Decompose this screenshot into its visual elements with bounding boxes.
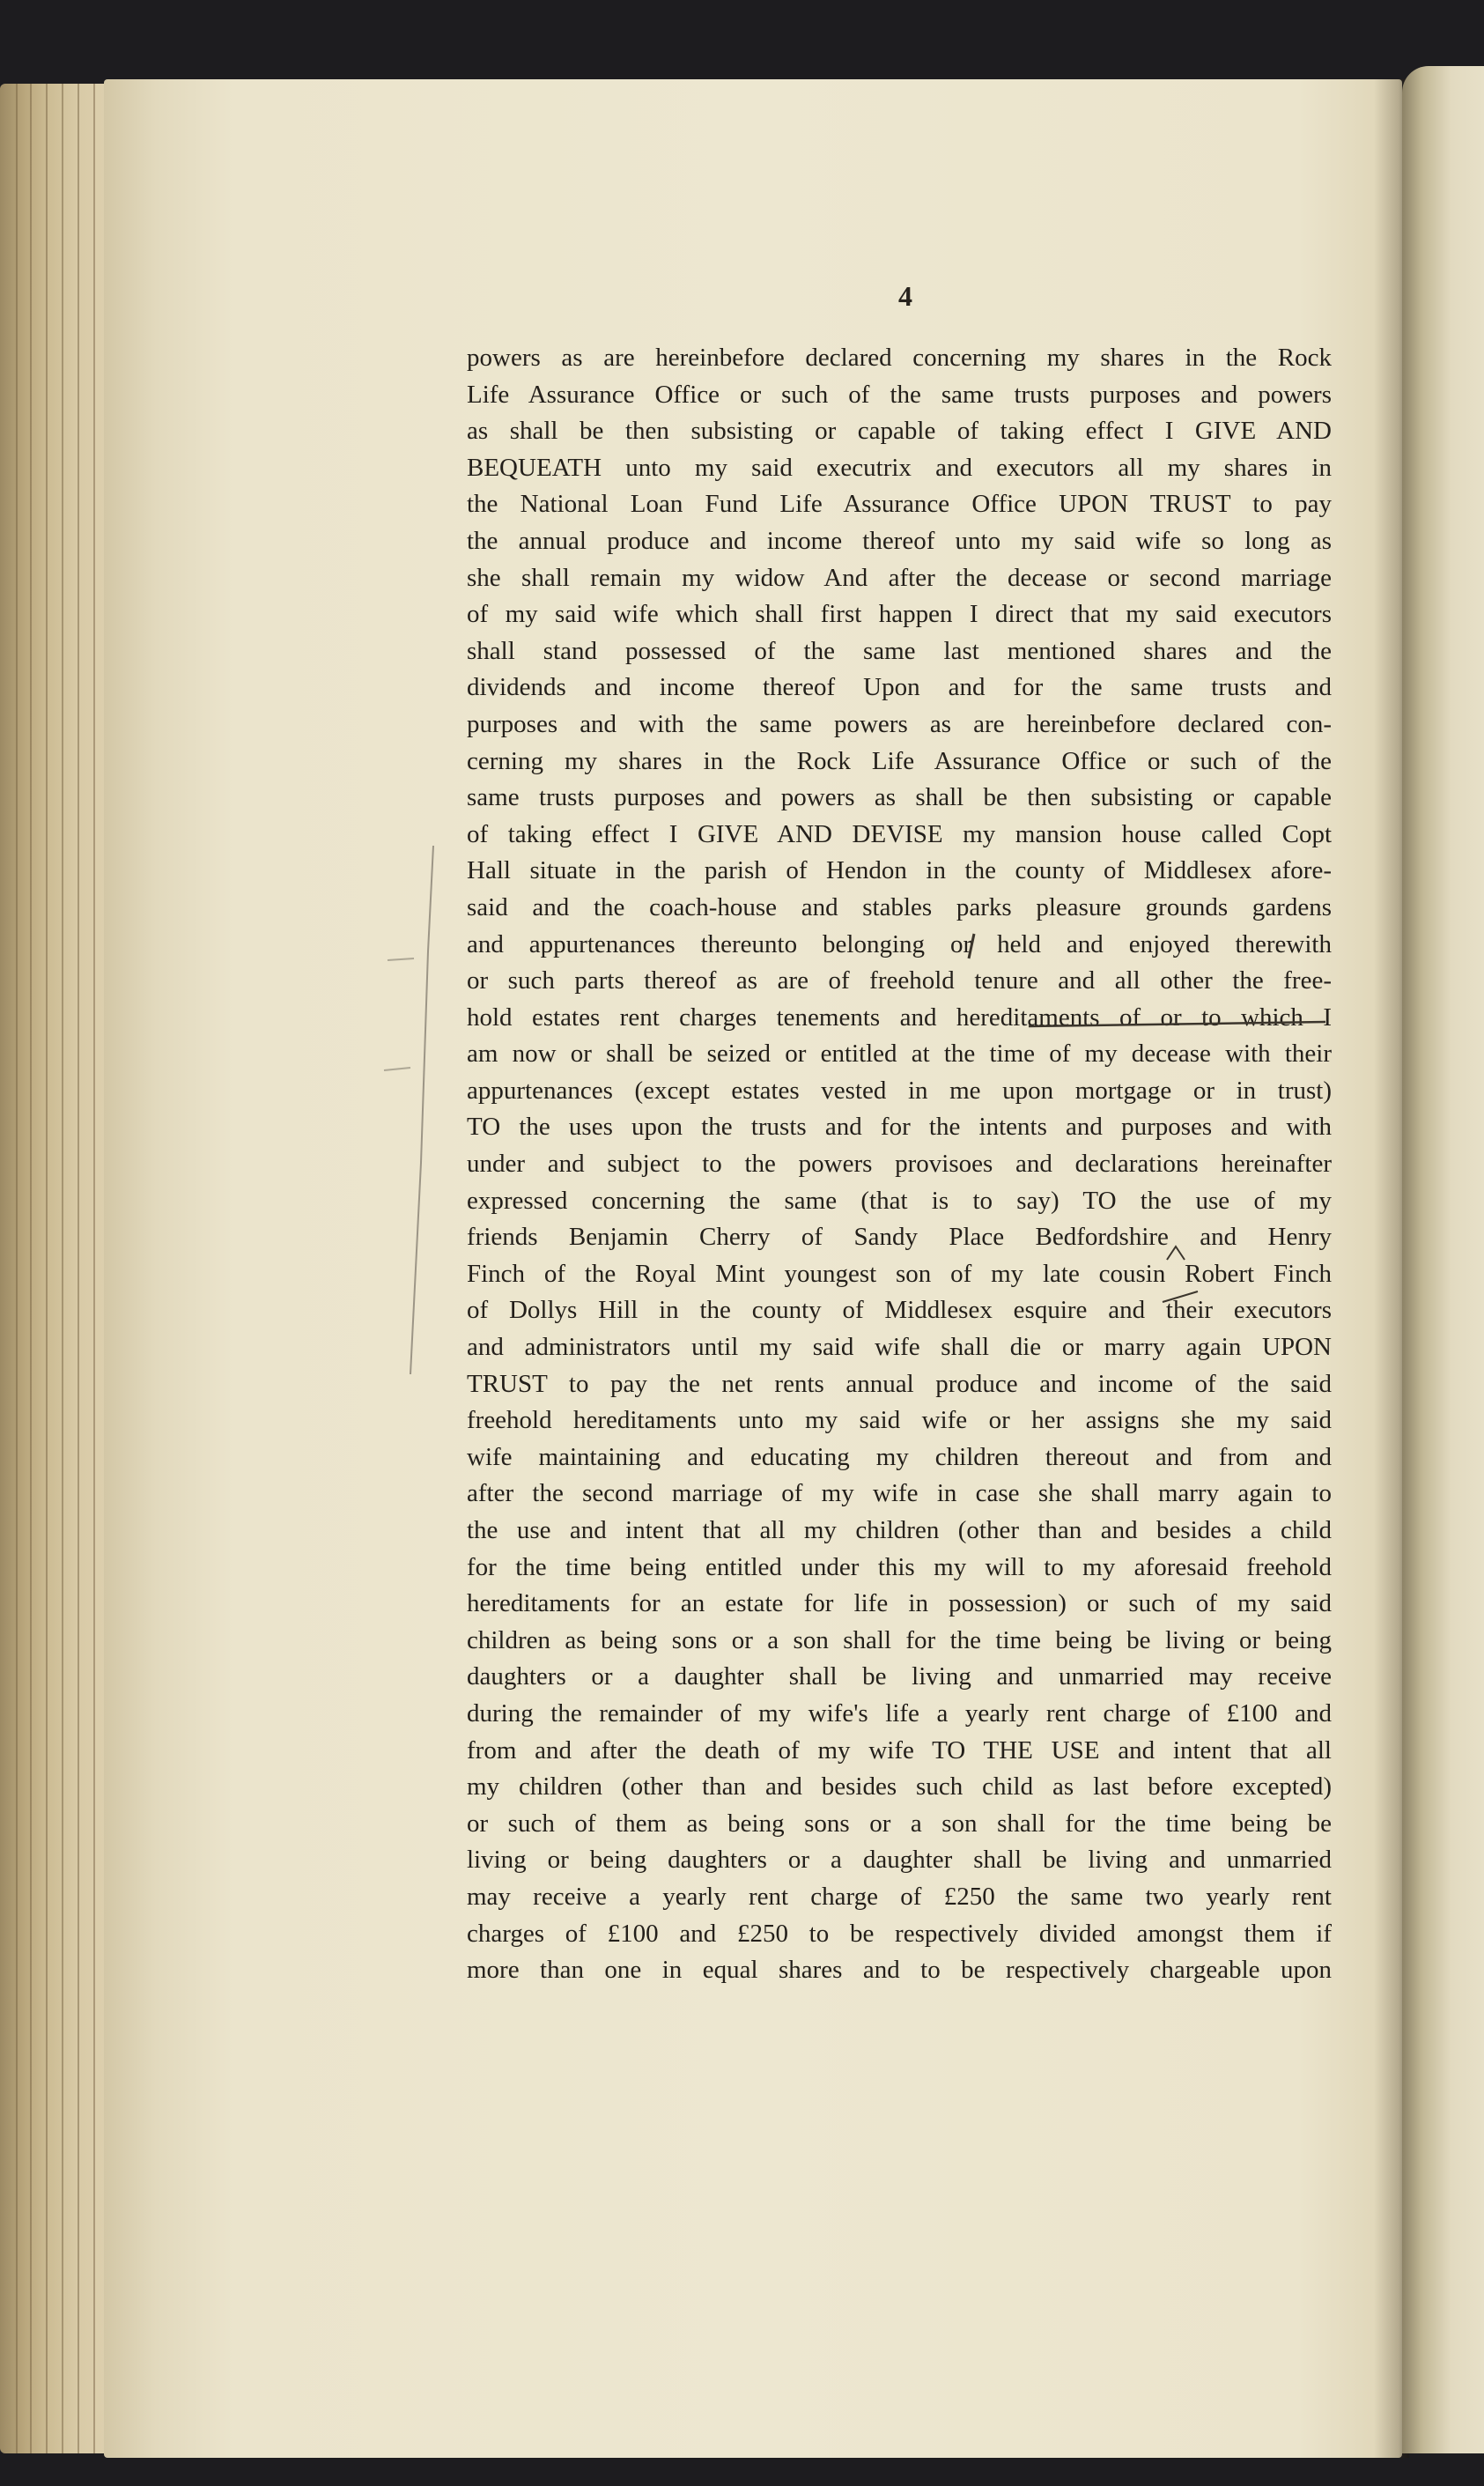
left-page-edges: [0, 84, 110, 2453]
text-line: BEQUEATH unto my said executrix and executors all my shares in: [467, 453, 1332, 482]
text-line: may receive a yearly rent charge of £250 the same two yearly rent: [467, 1882, 1332, 1911]
text-line: the annual produce and income thereof unto my said wife so long as: [467, 526, 1332, 555]
text-line: TRUST to pay the net rents annual produce and income of the said: [467, 1369, 1332, 1398]
text-line: after the second marriage of my wife in case she shall marry again to: [467, 1479, 1332, 1508]
text-line: as shall be then subsisting or capable of taking effect I GIVE AND: [467, 417, 1332, 446]
text-line: freehold hereditaments unto my said wife or her assigns she my said: [467, 1406, 1332, 1435]
text-line: same trusts purposes and powers as shall be then subsisting or capable: [467, 783, 1332, 812]
text-line: said and the coach-house and stables parks pleasure grounds gardens: [467, 892, 1332, 921]
facing-page-edge: [1402, 66, 1484, 2453]
text-line: wife maintaining and educating my children thereout and from and: [467, 1442, 1332, 1471]
text-line: purposes and with the same powers as are hereinbefore declared con-: [467, 709, 1332, 738]
text-line: am now or shall be seized or entitled at the time of my decease with their: [467, 1040, 1332, 1069]
text-line: cerning my shares in the Rock Life Assurance Office or such of the: [467, 746, 1332, 775]
text-line: the use and intent that all my children (other than and besides a child: [467, 1516, 1332, 1544]
page-number: 4: [898, 280, 912, 312]
text-line: she shall remain my widow And after the decease or second marriage: [467, 563, 1332, 592]
text-line: children as being sons or a son shall for the time being be living or being: [467, 1625, 1332, 1654]
text-line: appurtenances (except estates vested in me upon mortgage or in trust): [467, 1076, 1332, 1105]
text-line: expressed concerning the same (that is to say) TO the use of my: [467, 1186, 1332, 1215]
text-line: charges of £100 and £250 to be respectively divided amongst them if: [467, 1919, 1332, 1948]
text-line: of my said wife which shall first happen I direct that my said executors: [467, 600, 1332, 629]
text-line: my children (other than and besides such child as last before excepted): [467, 1772, 1332, 1802]
text-line: for the time being entitled under this my will to my aforesaid freehold: [467, 1552, 1332, 1581]
text-line: living or being daughters or a daughter shall be living and unmarried: [467, 1846, 1332, 1875]
text-line: under and subject to the powers provisoes and declarations hereinafter: [467, 1150, 1332, 1179]
text-line: during the remainder of my wife's life a yearly rent charge of £100 and: [467, 1698, 1332, 1728]
text-line: TO the uses upon the trusts and for the intents and purposes and with: [467, 1113, 1332, 1142]
body-text: [467, 340, 1332, 1989]
text-line: Finch of the Royal Mint youngest son of my late cousin Robert Finch: [467, 1259, 1332, 1288]
text-line: or such of them as being sons or a son shall for the time being be: [467, 1809, 1332, 1838]
text-line: Life Assurance Office or such of the same trusts purposes and powers: [467, 380, 1332, 409]
text-line: shall stand possessed of the same last mentioned shares and the: [467, 636, 1332, 665]
text-line: hereditaments for an estate for life in possession) or such of my said: [467, 1589, 1332, 1618]
text-line: of Dollys Hill in the county of Middlesex esquire and their executors: [467, 1296, 1332, 1325]
text-line: and appurtenances thereunto belonging or held and enjoyed therewith: [467, 929, 1332, 958]
text-line: daughters or a daughter shall be living and unmarried may receive: [467, 1662, 1332, 1691]
text-line: the National Loan Fund Life Assurance Office UPON TRUST to pay: [467, 490, 1332, 519]
text-line: friends Benjamin Cherry of Sandy Place Bedfordshire and Henry: [467, 1223, 1332, 1252]
text-line: or such parts thereof as are of freehold tenure and all other the free-: [467, 966, 1332, 995]
text-line: from and after the death of my wife TO THE USE and intent that all: [467, 1735, 1332, 1765]
text-line: of taking effect I GIVE AND DEVISE my mansion house called Copt: [467, 819, 1332, 848]
text-line: powers as are hereinbefore declared concerning my shares in the Rock: [467, 344, 1332, 372]
text-line: more than one in equal shares and to be respectively chargeable upon: [467, 1956, 1332, 1985]
text-line: dividends and income thereof Upon and for the same trusts and: [467, 673, 1332, 702]
text-line: Hall situate in the parish of Hendon in the county of Middlesex afore-: [467, 856, 1332, 885]
text-line: hold estates rent charges tenements and hereditaments of or to which I: [467, 1003, 1332, 1032]
text-line: and administrators until my said wife shall die or marry again UPON: [467, 1333, 1332, 1362]
